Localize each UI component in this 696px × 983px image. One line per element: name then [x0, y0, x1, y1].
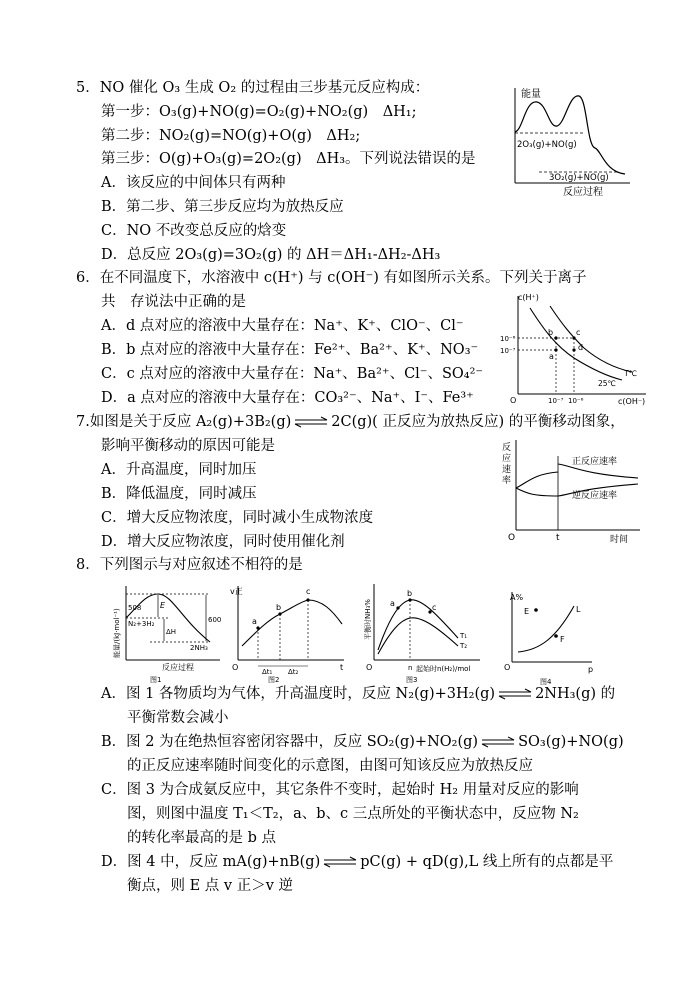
q8-option-c-cont1: 图，则图中温度 T₁＜T₂，a、b、c 三点所处的平衡状态中，反应物 N₂ [127, 806, 579, 822]
q8-fig2-ylabel: v正 [230, 587, 243, 596]
q8-fig1-caption: 图1 [150, 676, 162, 684]
q8-option-b-pre: B．图 2 为在绝热恒容密闭容器中，反应 SO₂(g)+NO₂(g) [101, 734, 479, 750]
q8-option-d-pre: D．图 4 中，反应 mA(g)+nB(g) [101, 854, 321, 870]
q7-option-b: B．降低温度，同时减压 [101, 486, 257, 502]
q8-option-b [101, 732, 624, 752]
q8-fig3-t2: T₂ [460, 642, 468, 650]
q8-fig4-ylabel: A% [510, 593, 524, 602]
q8-fig3-ylabel: 平衡时NH₃% [364, 599, 372, 640]
q8-fig2-b: b [276, 603, 282, 612]
q8-option-c: C．图 3 为合成氨反应中，其它条件不变时，起始时 H₂ 用量对反应的影响 [101, 782, 579, 798]
q5-option-a: A．该反应的中间体只有两种 [101, 175, 286, 191]
q5-option-d: D．总反应 2O₃(g)=3O₂(g) 的 ΔH＝ΔH₁-ΔH₂-ΔH₃ [101, 247, 441, 263]
q8-fig4-e: E [524, 607, 530, 616]
q5-fig-xlabel: 反应过程 [563, 187, 603, 198]
q8-option-d-cont: 衡点，则 E 点 v 正＞v 逆 [127, 878, 294, 894]
q8-fig2-a: a [252, 617, 257, 626]
q8-figure-3 [360, 576, 488, 686]
q5-option-c: C．NO 不改变总反应的焓变 [101, 223, 287, 239]
q8-option-c-cont2: 的转化率最高的是 b 点 [127, 830, 276, 846]
q5-option-b: B．第二步、第三步反应均为放热反应 [101, 199, 344, 215]
q8-fig1-xlabel: 反应过程 [162, 663, 194, 672]
q7-stem [76, 412, 625, 432]
q8-fig4-f: F [560, 635, 565, 644]
q8-figure-4 [500, 586, 600, 686]
q7-fig-ylabel-2: 应 [502, 454, 512, 464]
q6-ion-product-figure [500, 290, 650, 408]
q8-figure-1 [110, 580, 222, 685]
q8-fig3-origin: O [366, 663, 373, 672]
q6-fig-pt-b: b [548, 328, 554, 337]
q6-fig-curve-t: T℃ [624, 369, 638, 378]
q8-fig2-caption: 图2 [268, 676, 280, 684]
equilibrium-arrow-icon [498, 688, 532, 700]
equilibrium-arrow-icon [481, 736, 515, 748]
q8-option-a-pre: A．图 1 各物质均为气体，升高温度时，反应 N₂(g)+3H₂(g) [101, 686, 496, 702]
equilibrium-arrow-icon [323, 856, 357, 868]
q8-fig1-v600: 600 [208, 616, 222, 624]
q6-fig-curve-25: 25℃ [598, 379, 616, 388]
equilibrium-arrow-icon [294, 416, 328, 428]
q8-fig2-origin: O [232, 663, 239, 672]
q7-option-c: C．增大反应物浓度，同时减小生成物浓度 [101, 510, 374, 526]
q7-fig-forward-label: 正反应速率 [572, 457, 618, 467]
q6-fig-pt-d: d [578, 343, 584, 352]
q8-fig3-t1: T₁ [460, 632, 468, 640]
q7-stem-post: 2C(g)( 正反应为放热反应) 的平衡移动图象， [331, 414, 625, 430]
q8-fig1-v508: 508 [128, 604, 142, 612]
q6-option-a: A．d 点对应的溶液中大量存在：Na⁺、K⁺、ClO⁻、Cl⁻ [101, 318, 464, 334]
q8-fig4-l: L [576, 605, 581, 614]
q8-fig1-e: E [160, 601, 166, 610]
q7-fig-ylabel-1: 反 [502, 443, 512, 453]
q5-step1: 第一步：O₃(g)+NO(g)=O₂(g)+NO₂(g) ΔH₁; [101, 104, 417, 120]
q8-option-b-post: SO₃(g)+NO(g) [518, 734, 624, 750]
q8-fig2-dt2: Δt₂ [288, 668, 299, 676]
q7-fig-t: t [556, 533, 560, 543]
q6-stem: 6．在不同温度下，水溶液中 c(H⁺) 与 c(OH⁻) 有如图所示关系。下列关于离子 [76, 270, 587, 286]
q8-fig3-a: a [390, 599, 395, 608]
q6-fig-tick-y-low: 10⁻⁷ [500, 347, 516, 355]
q8-fig4-p: p [588, 665, 594, 674]
q8-fig2-t: t [340, 663, 344, 672]
q6-fig-xlabel: c(OH⁻) [618, 397, 646, 406]
q7-fig-reverse-label: 逆反应速率 [572, 491, 618, 501]
q7-stem-cont: 影响平衡移动的原因可能是 [101, 438, 275, 454]
q7-option-d: D．增大反应物浓度，同时使用催化剂 [101, 534, 345, 550]
q8-fig1-dh: ΔH [166, 628, 177, 636]
q5-step3: 第三步：O(g)+O₃(g)=2O₂(g) ΔH₃。下列说法错误的是 [101, 151, 476, 167]
q8-fig1-react: N₂+3H₂ [128, 620, 155, 628]
q8-option-a-post: 2NH₃(g) 的 [535, 686, 616, 702]
q6-fig-origin: O [510, 396, 517, 405]
q6-fig-pt-a: a [549, 352, 554, 361]
q8-fig3-n: n [408, 664, 413, 672]
q6-fig-tick-x-low: 10⁻⁷ [548, 397, 564, 405]
q8-fig3-b: b [407, 589, 413, 598]
q8-fig2-c: c [306, 587, 311, 596]
q8-option-d [101, 852, 613, 872]
q8-fig3-xlabel: 起始时n(H₂)/mol [416, 665, 471, 673]
q7-fig-ylabel-4: 率 [502, 476, 512, 486]
q7-fig-xlabel: 时间 [610, 535, 629, 545]
q8-stem: 8．下列图示与对应叙述不相符的是 [76, 557, 303, 573]
q6-option-c: C．c 点对应的溶液中大量存在：Na⁺、Ba²⁺、Cl⁻、SO₄²⁻ [101, 366, 484, 382]
q6-option-d: D．a 点对应的溶液中大量存在：CO₃²⁻、Na⁺、I⁻、Fe³⁺ [101, 390, 474, 406]
q8-fig1-ylabel: 能量/(kJ·mol⁻¹) [113, 608, 121, 658]
q8-option-d-post: pC(g) + qD(g),L 线上所有的点都是平 [360, 854, 614, 870]
q6-stem-cont: 共 存说法中正确的是 [101, 294, 246, 310]
q6-fig-tick-y-high: 10⁻⁶ [500, 335, 516, 343]
q8-fig1-prod: 2NH₃ [190, 644, 208, 652]
q8-fig4-caption: 图4 [540, 678, 552, 686]
q8-fig3-caption: 图3 [406, 676, 418, 684]
q8-fig2-dt1: Δt₁ [262, 668, 273, 676]
q7-rate-figure [500, 436, 648, 548]
q7-fig-ylabel-3: 速 [502, 465, 512, 475]
q8-figure-2 [228, 580, 350, 685]
q7-fig-origin: O [508, 533, 516, 543]
q5-step2: 第二步：NO₂(g)=NO(g)+O(g) ΔH₂; [101, 128, 361, 144]
q6-fig-pt-c: c [576, 328, 581, 337]
q5-fig-label-lower: 3O₂(g)+NO(g) [549, 173, 609, 183]
q6-option-b: B．b 点对应的溶液中大量存在：Fe²⁺、Ba²⁺、K⁺、NO₃⁻ [101, 342, 479, 358]
q6-fig-ylabel: c(H⁺) [518, 293, 539, 302]
q5-stem: 5．NO 催化 O₃ 生成 O₂ 的过程由三步基元反应构成： [76, 80, 430, 96]
q8-fig4-origin: O [504, 663, 511, 672]
q7-option-a: A．升高温度，同时加压 [101, 462, 257, 478]
q7-stem-pre: 7.如图是关于反应 A₂(g)+3B₂(g) [76, 414, 292, 430]
q5-fig-label-upper: 2O₃(g)+NO(g) [517, 140, 577, 150]
q8-fig3-c: c [432, 603, 437, 612]
q5-energy-figure [505, 82, 635, 200]
q6-fig-tick-x-high: 10⁻⁶ [568, 397, 584, 405]
q8-option-a-cont: 平衡常数会减小 [127, 710, 229, 726]
q8-option-a [101, 684, 615, 704]
q8-option-b-cont: 的正反应速率随时间变化的示意图，由图可知该反应为放热反应 [127, 758, 533, 774]
q5-fig-ylabel: 能量 [521, 89, 541, 100]
